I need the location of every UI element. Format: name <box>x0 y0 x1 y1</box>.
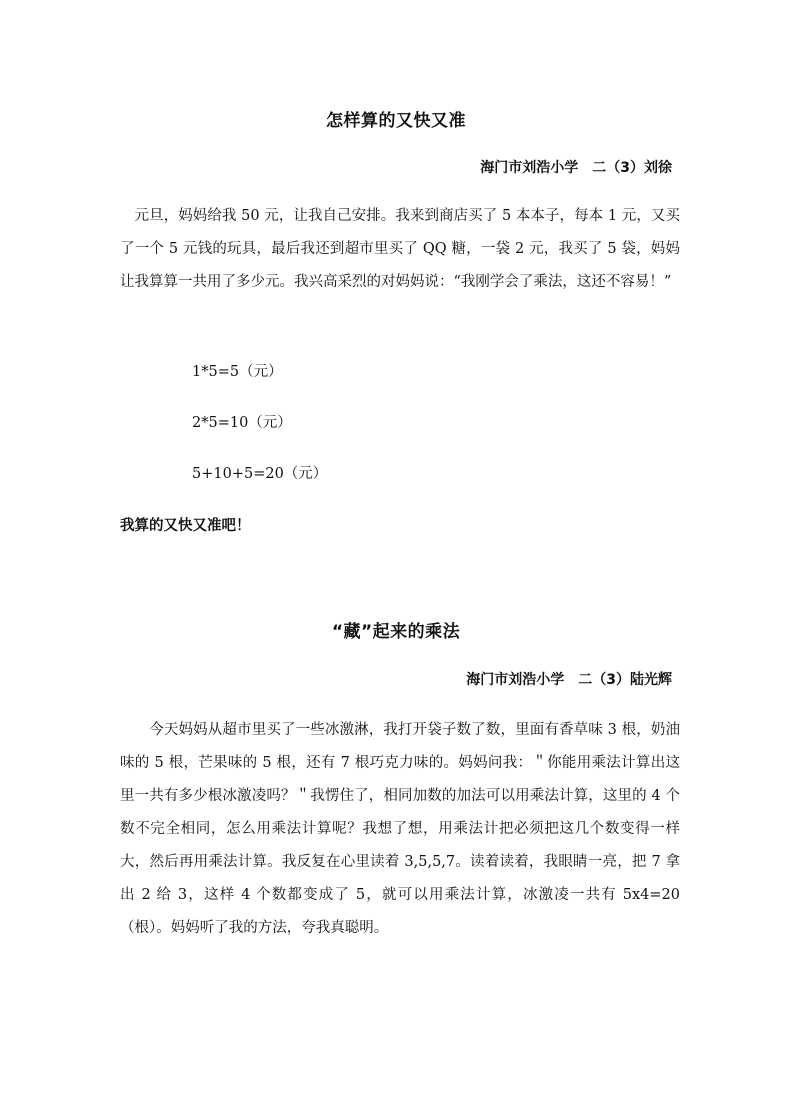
article2-byline: 海门市刘浩小学 二（3）陆光辉 <box>466 672 672 688</box>
article1-closing: 我算的又快又准吧！ <box>120 518 251 534</box>
equation-line: 1*5=5（元） <box>192 364 283 380</box>
equation-line: 5+10+5=20（元） <box>192 466 328 482</box>
article1-title: 怎样算的又快又准 <box>326 111 466 131</box>
equation-line: 2*5=10（元） <box>192 415 292 431</box>
article1-paragraph: 元旦，妈妈给我 50 元，让我自己安排。我来到商店买了 5 本本子，每本 1 元，又买了一个 5 元钱的玩具，最后我还到超市里买了 QQ 糖，一袋 2 元，我买了 5 袋，妈妈让我算算一共用了多少元。我兴高采烈的对妈妈说：“我刚学会了乘法，这还不容易！” <box>120 208 680 290</box>
article1-byline: 海门市刘浩小学 二（3）刘徐 <box>480 160 672 176</box>
article2-paragraph: 今天妈妈从超市里买了一些冰激淋，我打开袋子数了数，里面有香草味 3 根，奶油味的 5 根，芒果味的 5 根，还有 7 根巧克力味的。妈妈问我：＂你能用乘法计算出这里一共有多少根冰激凌吗？＂我愣住了，相同加数的加法可以用乘法计算，这里的 4 个数不完全相同，怎么用乘法计算呢？我想了想，用乘法计把必须把这几个数变得一样大，然后再用乘法计算。我反复在心里读着 3,5,5,7。读着读着，我眼睛一亮，把 7 拿出 2 给 3，这样 4 个数都变成了 5，就可以用乘法计算，冰激凌一共有 5x4=20（根）。妈妈听了我的方法，夸我真聪明。 <box>120 722 680 936</box>
article2-title: “藏”起来的乘法 <box>331 622 461 642</box>
